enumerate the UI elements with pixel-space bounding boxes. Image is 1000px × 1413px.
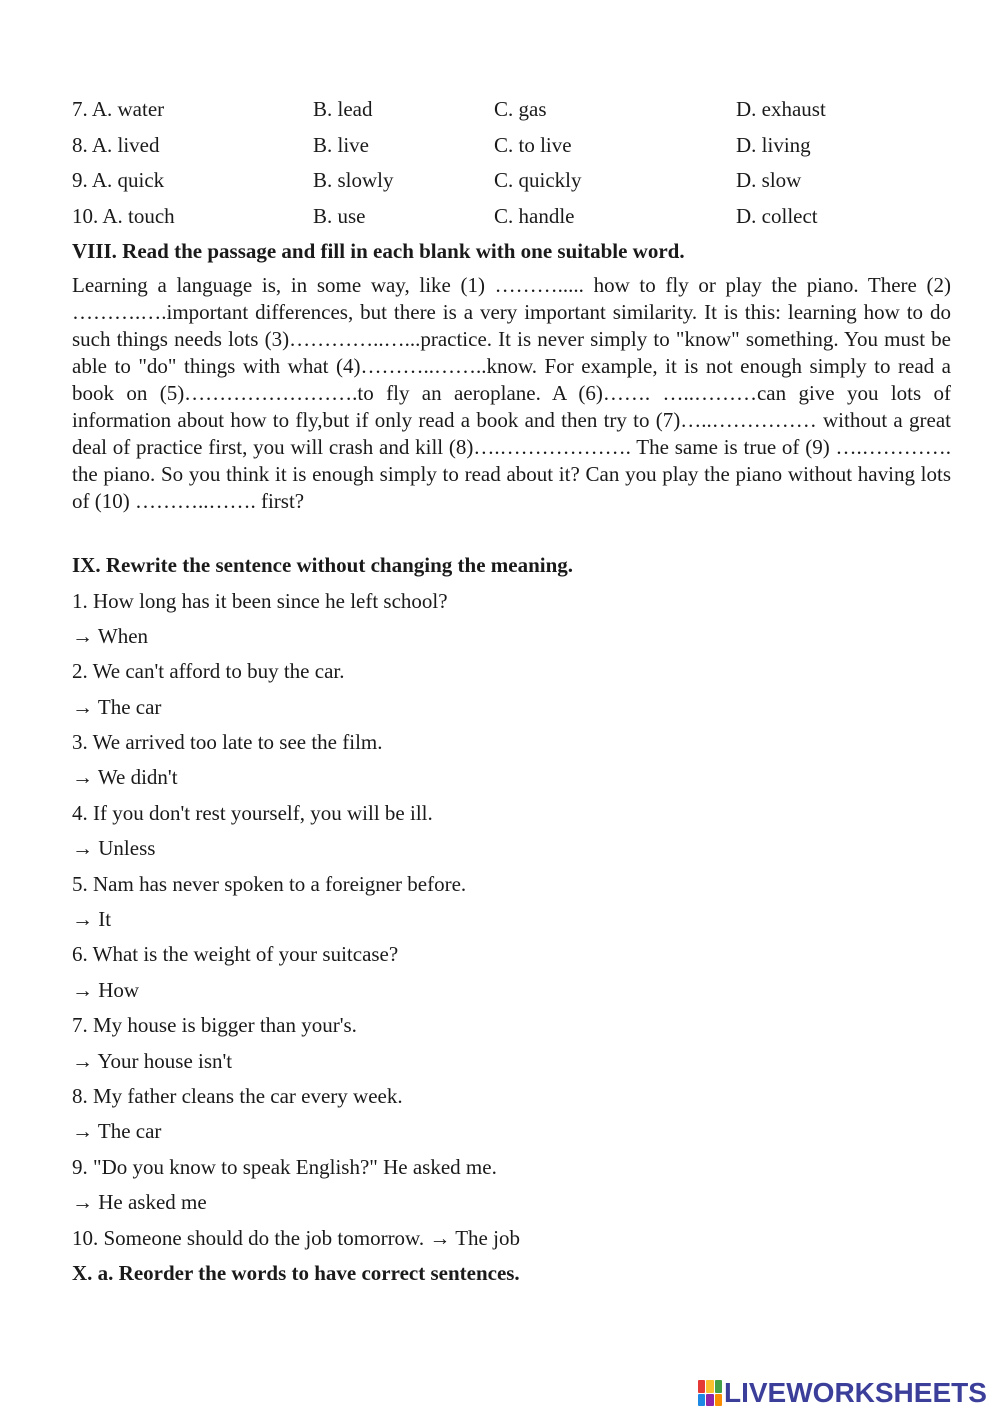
- logo-mark-icon: [698, 1380, 722, 1406]
- answer-prompt-7: → Your house isn't: [72, 1049, 233, 1073]
- option-b: B. slowly: [313, 168, 394, 192]
- answer-prompt-5: → It: [72, 907, 112, 931]
- section-8-heading: VIII. Read the passage and fill in each blank with one suitable word.: [72, 239, 685, 263]
- answer-prompt-2: → The car: [72, 695, 162, 719]
- question-1: 1. How long has it been since he left school?: [72, 589, 448, 613]
- option-b: B. lead: [313, 97, 373, 121]
- question-7: 7. My house is bigger than your's.: [72, 1013, 357, 1037]
- question-6: 6. What is the weight of your suitcase?: [72, 942, 399, 966]
- options-row-7: [0, 97, 1000, 121]
- answer-prompt-3: → We didn't: [72, 765, 178, 789]
- section-8-passage: Learning a language is, in some way, like (1) ………..... how to fly or play the piano. There (2) ……….….important differences, but there is a very important similarity. It is this: learning how to do such things needs lots (3)…………..…...practice. It is never simply to "know" something. You must be able to "do" things with what (4)………..……..know. For example, it is not enough simply to read a book on (5)…………………….to fly an aeroplane. A (6)……. …..………can give you lots of information about how to fly,but if only read a book and then try to (7)…..…………… without a great deal of practice first, you will crash and kill (8)….………………. The same is true of (9) ….…………. the piano. So you think it is enough simply to read about it? Can you play the piano without having lots of (10) ………..……. first?: [72, 273, 951, 513]
- option-b: B. use: [313, 204, 366, 228]
- option-c: C. to live: [494, 133, 572, 157]
- question-8: 8. My father cleans the car every week.: [72, 1084, 403, 1108]
- option-b: B. live: [313, 133, 369, 157]
- option-a: 10. A. touch: [72, 204, 175, 228]
- option-d: D. slow: [736, 168, 802, 192]
- question-10: 10. Someone should do the job tomorrow. → The job: [72, 1226, 520, 1250]
- question-2: 2. We can't afford to buy the car.: [72, 659, 345, 683]
- options-row-8: [0, 133, 1000, 157]
- question-5: 5. Nam has never spoken to a foreigner before.: [72, 872, 467, 896]
- option-a: 7. A. water: [72, 97, 165, 121]
- liveworksheets-logo[interactable]: [698, 1377, 987, 1409]
- option-c: C. handle: [494, 204, 575, 228]
- option-d: D. exhaust: [736, 97, 826, 121]
- question-3: 3. We arrived too late to see the film.: [72, 730, 383, 754]
- section-9-heading: IX. Rewrite the sentence without changing the meaning.: [72, 553, 574, 577]
- answer-prompt-4: → Unless: [72, 836, 156, 860]
- option-d: D. living: [736, 133, 811, 157]
- logo-text: LIVEWORKSHEETS: [724, 1377, 987, 1408]
- question-9: 9. "Do you know to speak English?" He asked me.: [72, 1155, 497, 1179]
- option-c: C. gas: [494, 97, 547, 121]
- answer-prompt-8: → The car: [72, 1119, 162, 1143]
- option-c: C. quickly: [494, 168, 582, 192]
- question-4: 4. If you don't rest yourself, you will be ill.: [72, 801, 433, 825]
- section-10-heading: X. a. Reorder the words to have correct sentences.: [72, 1261, 520, 1285]
- options-row-10: [0, 204, 1000, 228]
- answer-prompt-1: → When: [72, 624, 149, 648]
- option-a: 9. A. quick: [72, 168, 165, 192]
- options-row-9: [0, 168, 1000, 192]
- answer-prompt-6: → How: [72, 978, 140, 1002]
- answer-prompt-9: → He asked me: [72, 1190, 207, 1214]
- option-a: 8. A. lived: [72, 133, 160, 157]
- option-d: D. collect: [736, 204, 818, 228]
